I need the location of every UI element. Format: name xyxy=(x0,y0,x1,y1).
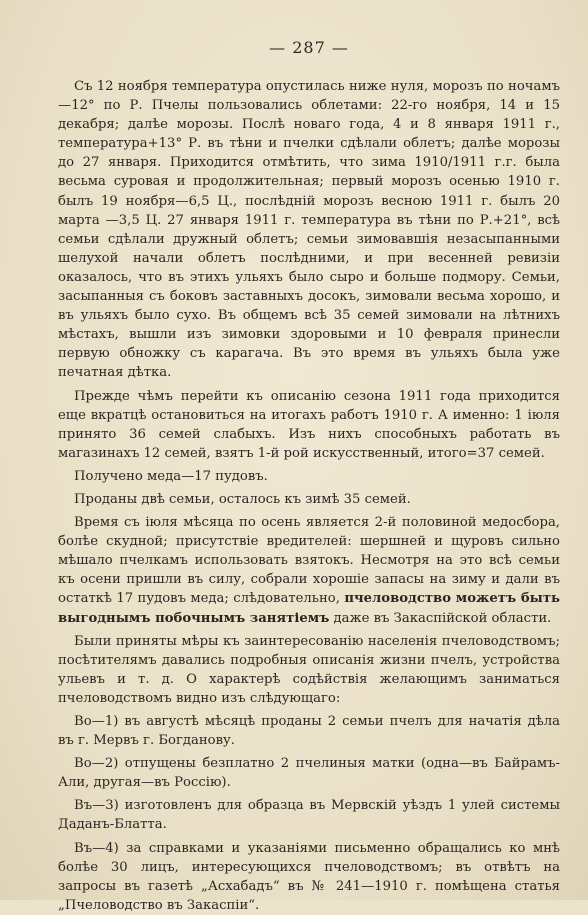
list-item-2: Во—2) отпущены безплатно 2 пчелиныя матки (одна—въ Байрамъ-Али, другая—въ Россію). xyxy=(58,756,560,791)
paragraph-second-harvest-end: даже въ Закаспійской области. xyxy=(333,610,552,626)
paragraph-measures: Были приняты мѣры къ заинтересованію населенія пчеловодствомъ; посѣтителямъ давались подробныя описанія жизни пчелъ, устройства ульевъ и т. д. О характерѣ содѣйствія желающимъ заниматься пчеловодствомъ видно изъ слѣдующаго: xyxy=(58,633,560,706)
paragraph-honey-received: Получено меда—17 пудовъ. xyxy=(74,468,268,484)
list-item-3: Въ—3) изготовленъ для образца въ Мервскій уѣздъ 1 улей системы Даданъ-Блатта. xyxy=(58,798,560,833)
paragraph-results-1910: Прежде чѣмъ перейти къ описанію сезона 1911 года приходится еще вкратцѣ остановиться на итогахъ работъ 1910 г. А именно: 1 іюля принято 36 семей слабыхъ. Изъ нихъ способныхъ работать въ магазинахъ 12 семей, взятъ 1-й рой искусственный, итого=37 семей. xyxy=(58,388,560,461)
body-text xyxy=(58,77,560,915)
paragraph-second-harvest xyxy=(58,513,560,628)
list-item-1: Во—1) въ августѣ мѣсяцѣ проданы 2 семьи пчелъ для начатія дѣла въ г. Мервъ г. Богданову. xyxy=(58,714,560,749)
paragraph-winter-1910: Съ 12 ноября температура опустилась ниже нуля, морозъ по ночамъ—12° по Р. Пчелы пользовались облетами: 22-го ноября, 14 и 15 декабря; далѣе морозы. Послѣ новаго года, 4 и 8 января 1911 г., температура+13° Р. въ тѣни и пчелки сдѣлали облетъ; далѣе морозы до 27 января. Приходится отмѣтить, что зима 1910/1911 г.г. была весьма суровая и продолжительная; первый морозъ осенью 1910 г. былъ 19 ноября—6,5 Ц., послѣдній морозъ весною 1911 г. былъ 20 марта —3,5 Ц. 27 января 1911 г. температура въ тѣни по Р.+21°, всѣ семьи сдѣлали дружный облетъ; семьи зимовавшія незасыпанными шелухой начали облетъ послѣдними, и при весенней ревизіи оказалось, что въ этихъ ульяхъ было сыро и больше подмору. Семьи, засыпанныя съ боковъ заставныхъ досокъ, зимовали весьма хорошо, и въ ульяхъ было сухо. Въ общемъ всѣ 35 семей зимовали на лѣтнихъ мѣстахъ, вышли изъ зимовки здоровыми и 10 февраля принесли первую обножку съ карагача. Въ это время въ ульяхъ была уже печатная дѣтка. xyxy=(58,79,560,381)
page-number: — 287 — xyxy=(269,38,349,57)
paragraph-second-harvest-text: Время съ іюля мѣсяца по осень является 2-й половиной медосбора, болѣе скудной; присутствіе вредителей: шершней и щуровъ сильно мѣшало пчелкамъ использовать взятокъ. Несмотря на это всѣ семьи къ осени пришли въ силу, собрали хорошіе запасы на зиму и дали въ остаткѣ 17 пудовъ меда; слѣдовательно, xyxy=(58,515,560,607)
paragraph-colonies-sold: Проданы двѣ семьи, осталось къ зимѣ 35 семей. xyxy=(74,491,411,507)
emphasis-beekeeping-profitable: пчеловодство можетъ быть выгоднымъ побочнымъ занятіемъ xyxy=(58,591,560,626)
list-item-4: Въ—4) за справками и указаніями письменно обращались ко мнѣ болѣе 30 лицъ, интересующихся пчеловодствомъ; въ отвѣтъ на запросы въ газетѣ „Асхабадъ“ въ № 241—1910 г. помѣщена статья „Пчеловодство въ Закаспіи“. xyxy=(58,840,560,913)
